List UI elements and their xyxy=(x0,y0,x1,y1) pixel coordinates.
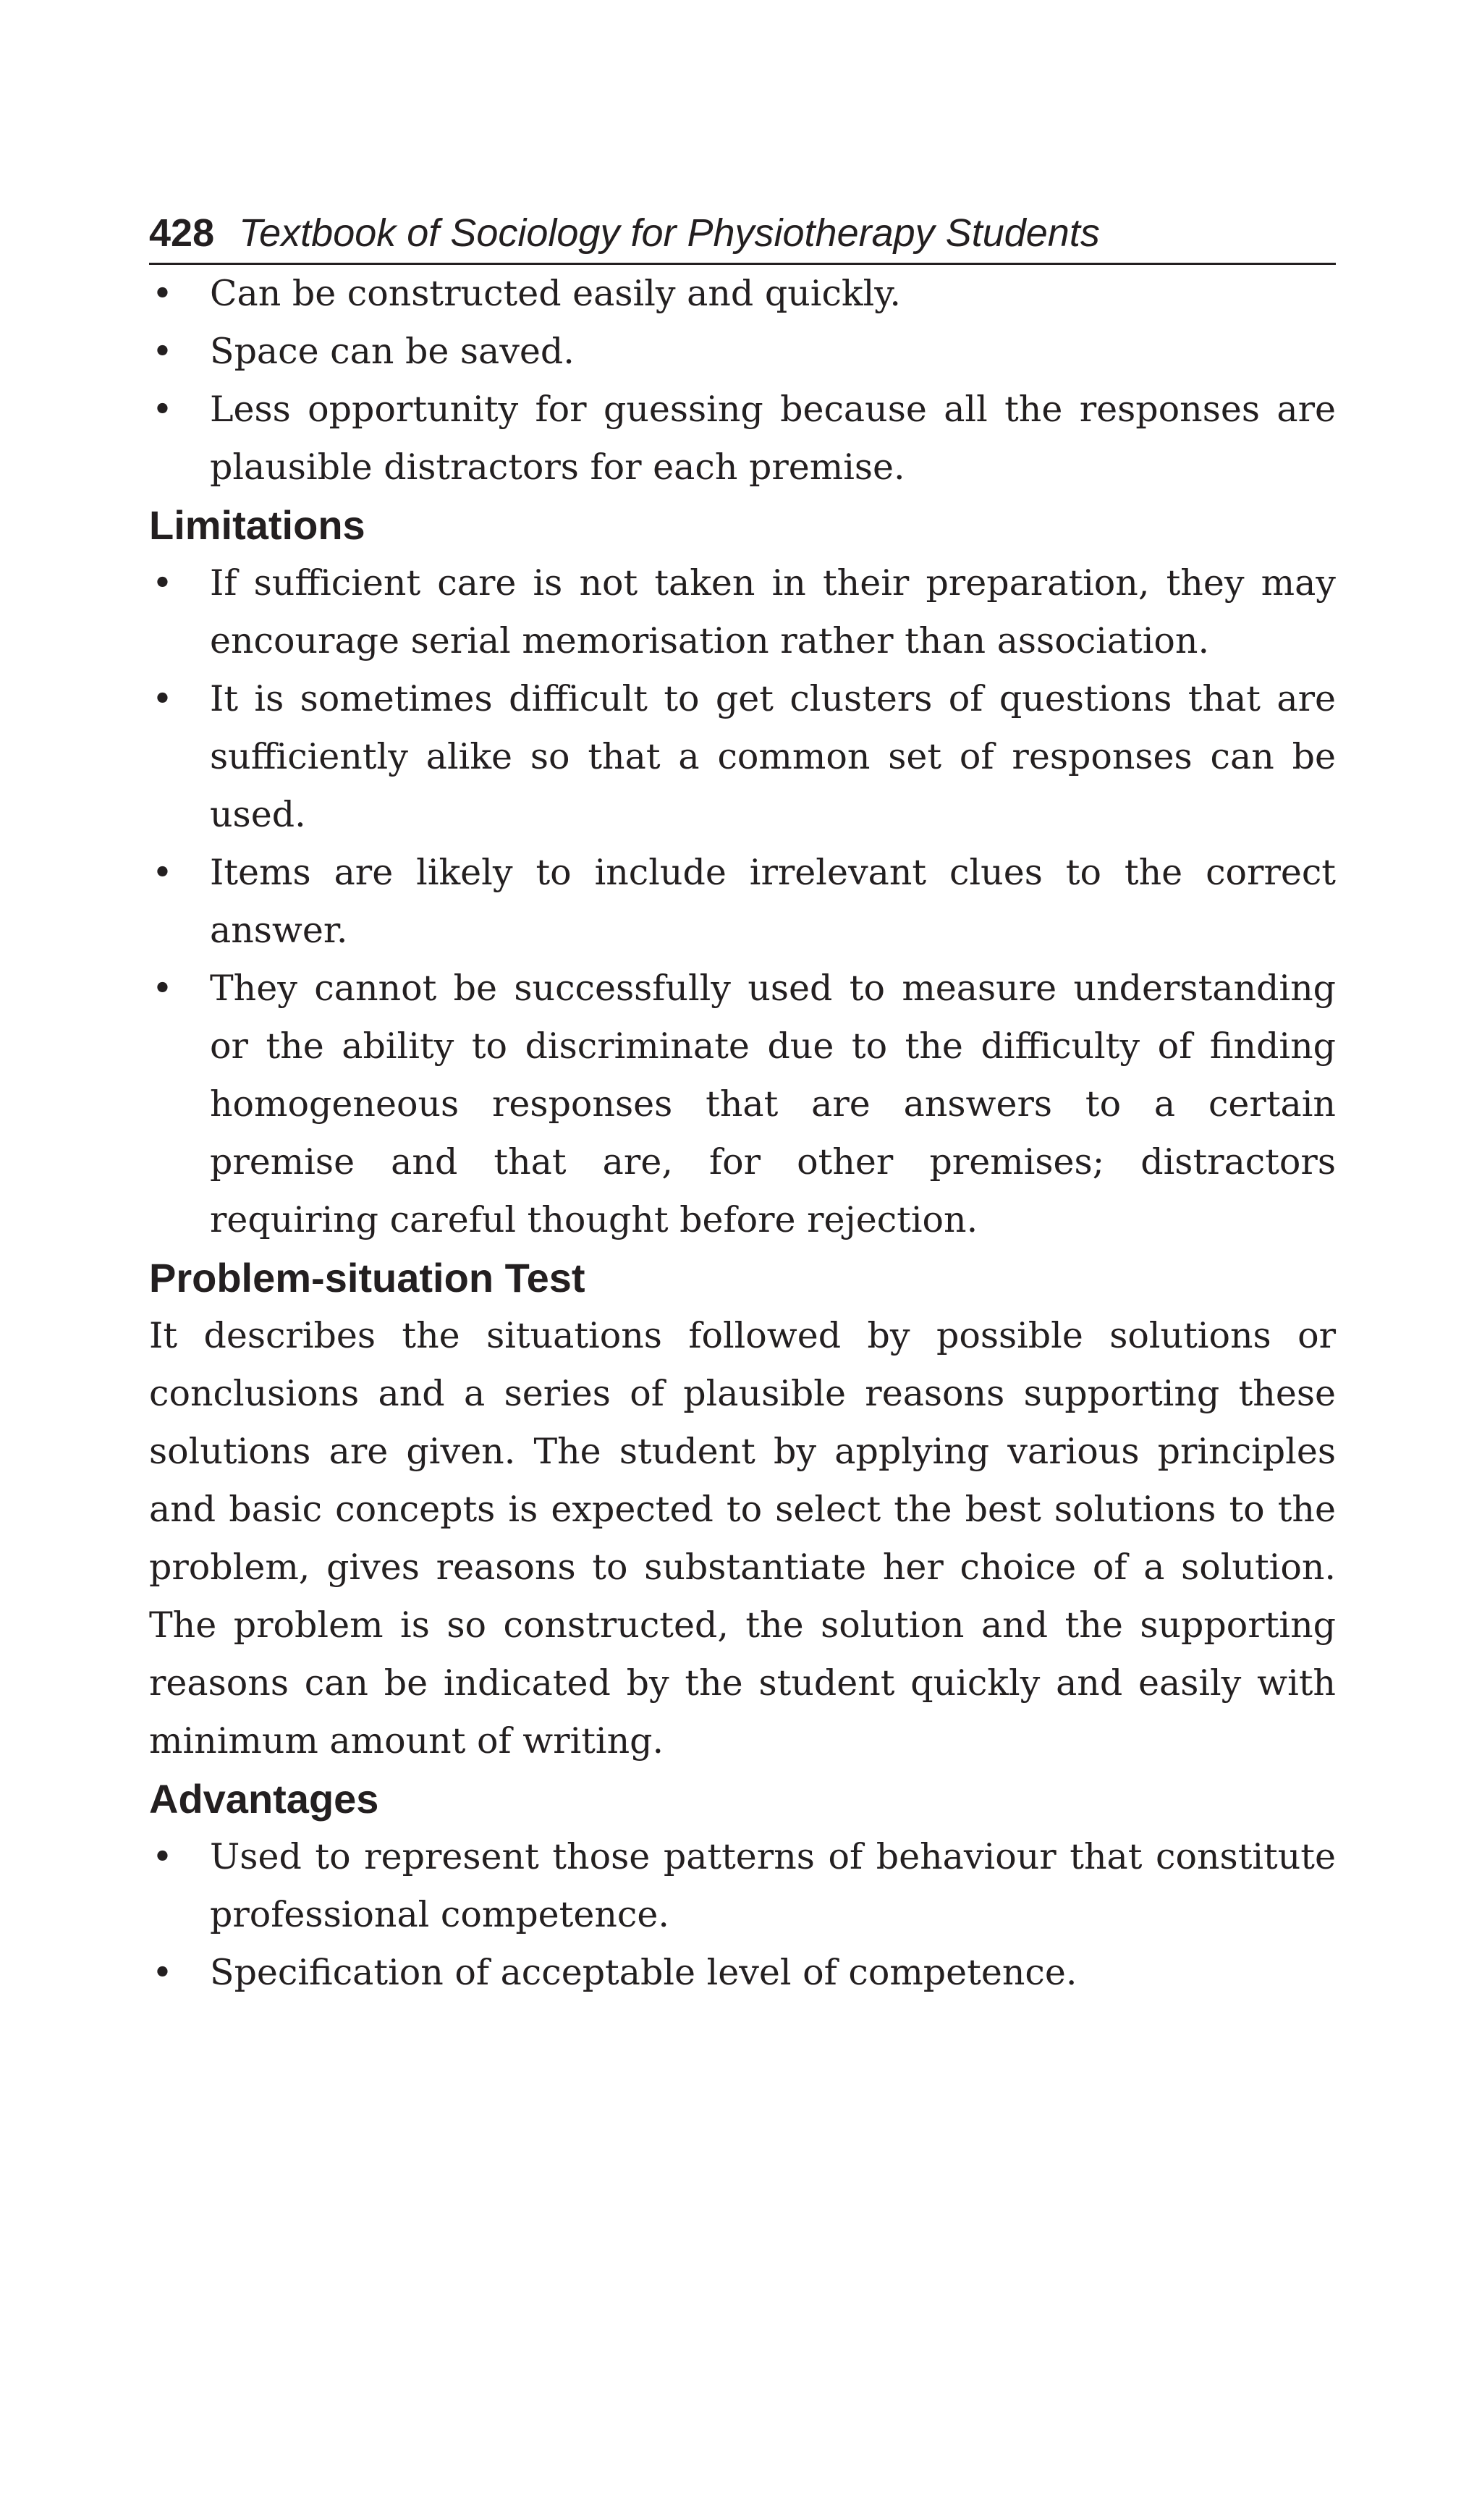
advantages-bullet-list xyxy=(149,1828,1336,2002)
limitations-bullet-list xyxy=(149,554,1336,1249)
list-item xyxy=(149,1828,1336,1944)
list-item-text: Specification of acceptable level of competence. xyxy=(210,1951,1077,1993)
list-item-text: Items are likely to include irrelevant clues to the correct answer. xyxy=(210,851,1336,951)
book-page xyxy=(149,210,1336,2002)
problem-situation-paragraph: It describes the situations followed by possible solutions or conclusions and a series of plausible reasons supporting these solutions are given. The student by applying various principles and basic concepts is expected to select the best solutions to the problem, gives reasons to substantiate her choice of a solution. The problem is so constructed, the solution and the supporting reasons can be indicated by the student quickly and easily with minimum amount of writing. xyxy=(149,1314,1336,1762)
book-title: Textbook of Sociology for Physiotherapy Students xyxy=(239,211,1100,255)
limitations-heading: Limitations xyxy=(149,502,365,548)
list-item xyxy=(149,960,1336,1249)
list-item xyxy=(149,1944,1336,2002)
list-item xyxy=(149,381,1336,496)
advantages-heading: Advantages xyxy=(149,1775,379,1822)
list-item xyxy=(149,323,1336,381)
list-item xyxy=(149,554,1336,670)
list-item-text: Used to represent those patterns of behaviour that constitute professional competence. xyxy=(210,1835,1336,1935)
list-item xyxy=(149,670,1336,844)
bullet-icon: • xyxy=(152,330,173,372)
bullet-icon: • xyxy=(152,388,173,430)
bullet-icon: • xyxy=(152,677,173,719)
intro-bullet-list xyxy=(149,265,1336,496)
bullet-icon: • xyxy=(152,272,173,314)
list-item-text: If sufficient care is not taken in their preparation, they may encourage serial memorisation rather than association. xyxy=(210,562,1336,661)
list-item-text: It is sometimes difficult to get clusters of questions that are sufficiently alike so that a common set of responses can be used. xyxy=(210,677,1336,835)
bullet-icon: • xyxy=(152,1835,173,1877)
bullet-icon: • xyxy=(152,967,173,1009)
list-item-text: Space can be saved. xyxy=(210,330,575,372)
list-item-text: Can be constructed easily and quickly. xyxy=(210,272,901,314)
page-number: 428 xyxy=(149,211,215,255)
problem-situation-heading: Problem-situation Test xyxy=(149,1254,585,1301)
running-header xyxy=(149,210,1336,265)
page-body xyxy=(149,265,1336,2002)
list-item xyxy=(149,844,1336,960)
bullet-icon: • xyxy=(152,1951,173,1993)
bullet-icon: • xyxy=(152,851,173,893)
list-item xyxy=(149,265,1336,323)
list-item-text: Less opportunity for guessing because all the responses are plausible distractors for each premise. xyxy=(210,388,1336,488)
list-item-text: They cannot be successfully used to measure understanding or the ability to discriminate due to the difficulty of finding homogeneous responses that are answers to a certain premise and that are, for other premises; distractors requiring careful thought before rejection. xyxy=(210,967,1336,1240)
bullet-icon: • xyxy=(152,562,173,604)
